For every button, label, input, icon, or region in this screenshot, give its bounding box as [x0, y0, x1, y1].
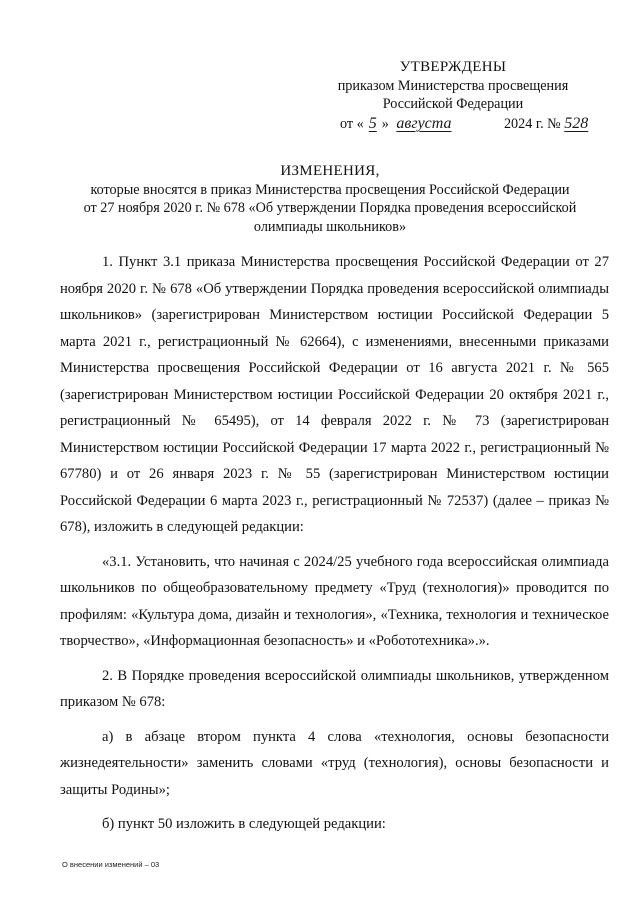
heading-line-3: олимпиады школьников»: [253, 218, 407, 235]
handwritten-day: 5: [368, 114, 377, 132]
footer-note: О внесении изменений – 03: [62, 860, 160, 869]
document-body: [60, 249, 609, 838]
paragraph-1: 1. Пункт 3.1 приказа Министерства просвещения Российской Федерации от 27 ноября 2020 г. № 678 «Об утверждении Порядка проведения всероссийской олимпиады школьников» (зарегистрирован Министерством юстиции Российской Федерации 5 марта 2021 г., регистрационный № 62664), с изменениями, внесенными приказами Министерства просвещения Российской Федерации от 16 августа 2021 г. № 565 (зарегистрирован Министерством юстиции Российской Федерации 20 октября 2021 г., регистрационный № 65495), от 14 февраля 2022 г. № 73 (зарегистрирован Министерством юстиции Российской Федерации 17 марта 2022 г., регистрационный № 67780) и от 26 января 2023 г. № 55 (зарегистрирован Министерством юстиции Российской Федерации 6 марта 2023 г., регистрационный № 72537) (далее – приказ № 678), изложить в следующей редакции:: [60, 254, 609, 535]
approval-line-2: Российской Федерации: [382, 96, 524, 112]
approval-date-line: [318, 115, 588, 134]
heading-title: ИЗМЕНЕНИЯ,: [280, 163, 380, 179]
heading-line-1: которые вносятся в приказ Министерства просвещения Российской Федерации: [90, 181, 570, 198]
paragraph-3: 2. В Порядке проведения всероссийской олимпиады школьников, утвержденном приказом № 678:: [60, 667, 609, 710]
approval-stamp: УТВЕРЖДЕНЫ: [399, 59, 507, 75]
paragraph-2: «3.1. Установить, что начиная с 2024/25 учебного года всероссийская олимпиада школьников по общеобразовательному предмету «Труд (технология)» проводится по профилям: «Культура дома, дизайн и технология», «Техника, технология и техническое творчество», «Информационная безопасность» и «Робототехника».».: [60, 553, 609, 649]
date-mid: »: [381, 115, 389, 132]
paragraph-4: а) в абзаце втором пункта 4 слова «технология, основы безопасности жизнедеятельности» заменить словами «труд (технология), основы безопасности и защиты Родины»;: [60, 728, 609, 798]
paragraph-5: б) пункт 50 изложить в следующей редакции:: [102, 816, 386, 832]
date-year: 2024 г. №: [503, 115, 561, 132]
document-heading: [60, 162, 600, 236]
heading-line-2: от 27 ноября 2020 г. № 678 «Об утверждении Порядка проведения всероссийской: [83, 200, 577, 216]
handwritten-order-number: 528: [564, 114, 589, 132]
approval-line-1: приказом Министерства просвещения: [337, 77, 569, 94]
approval-block: [318, 58, 588, 133]
handwritten-month: августа: [396, 114, 452, 132]
date-prefix: от «: [340, 115, 364, 132]
